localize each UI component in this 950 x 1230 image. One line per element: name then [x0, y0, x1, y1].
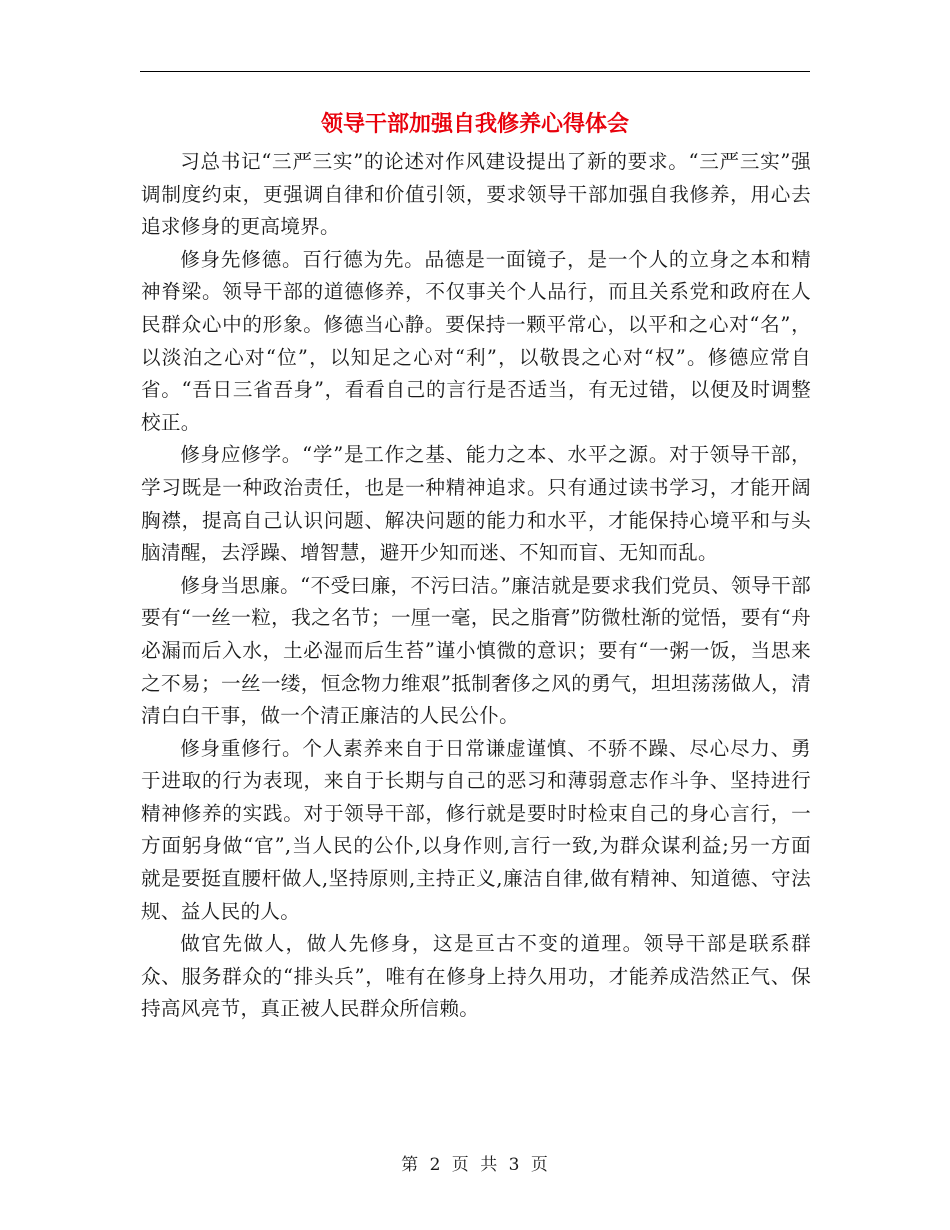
footer-suffix: 页	[530, 1155, 549, 1175]
page-footer	[140, 1153, 810, 1177]
footer-page-word: 页	[451, 1155, 470, 1175]
footer-current-page: 2	[429, 1155, 442, 1175]
paragraph-cultivate-learning: 修身应修学。“学”是工作之基、能力之本、水平之源。对于领导干部，学习既是一种政治责任，也是一种精神追求。只有通过读书学习，才能开阔胸襟，提高自己认识问题、解决问题的能力和水平，才能保持心境平和与头脑清醒，去浮躁、增智慧，避开少知而迷、不知而盲、无知而乱。	[141, 443, 811, 565]
document-title: 领导干部加强自我修养心得体会	[320, 111, 629, 137]
paragraph-integrity: 修身当思廉。“不受曰廉，不污曰洁。”廉洁就是要求我们党员、领导干部要有“一丝一粒，我之名节；一厘一毫，民之脂膏”防微杜渐的觉悟，要有“舟必漏而后入水，土必湿而后生苔”谨小慎微的意识；要有“一粥一饭，当思来之不易；一丝一缕，恒念物力维艰”抵制奢侈之风的勇气，坦坦荡荡做人，清清白白干事，做一个清正廉洁的人民公仆。	[141, 573, 811, 728]
paragraph-conclusion: 做官先做人，做人先修身，这是亘古不变的道理。领导干部是联系群众、服务群众的“排头兵”，唯有在修身上持久用功，才能养成浩然正气、保持高风亮节，真正被人民群众所信赖。	[141, 932, 811, 1021]
paragraph-intro: 习总书记“三严三实”的论述对作风建设提出了新的要求。“三严三实”强调制度约束，更强调自律和价值引领，要求领导干部加强自我修养，用心去追求修身的更高境界。	[141, 150, 811, 239]
header-rule	[140, 71, 810, 72]
paragraph-conduct: 修身重修行。个人素养来自于日常谦虚谨慎、不骄不躁、尽心尽力、勇于进取的行为表现，来自于长期与自己的恶习和薄弱意志作斗争、坚持进行精神修养的实践。对于领导干部，修行就是要时时检束自己的身心言行，一方面躬身做“官”,当人民的公仆,以身作则,言行一致,为群众谋利益;另一方面就是要挺直腰杆做人,坚持原则,主持正义,廉洁自律,做有精神、知道德、守法规、益人民的人。	[141, 736, 811, 923]
footer-total-pages: 3	[508, 1155, 521, 1175]
paragraph-cultivate-virtue: 修身先修德。百行德为先。品德是一面镜子，是一个人的立身之本和精神脊梁。领导干部的道德修养，不仅事关个人品行，而且关系党和政府在人民群众心中的形象。修德当心静。要保持一颗平常心，以平和之心对“名”，以淡泊之心对“位”，以知足之心对“利”，以敬畏之心对“权”。修德应常自省。“吾日三省吾身”，看看自己的言行是否适当，有无过错，以便及时调整校正。	[141, 247, 811, 434]
document-body	[141, 146, 811, 1026]
footer-prefix: 第	[401, 1155, 420, 1175]
footer-total-word: 共	[480, 1155, 499, 1175]
